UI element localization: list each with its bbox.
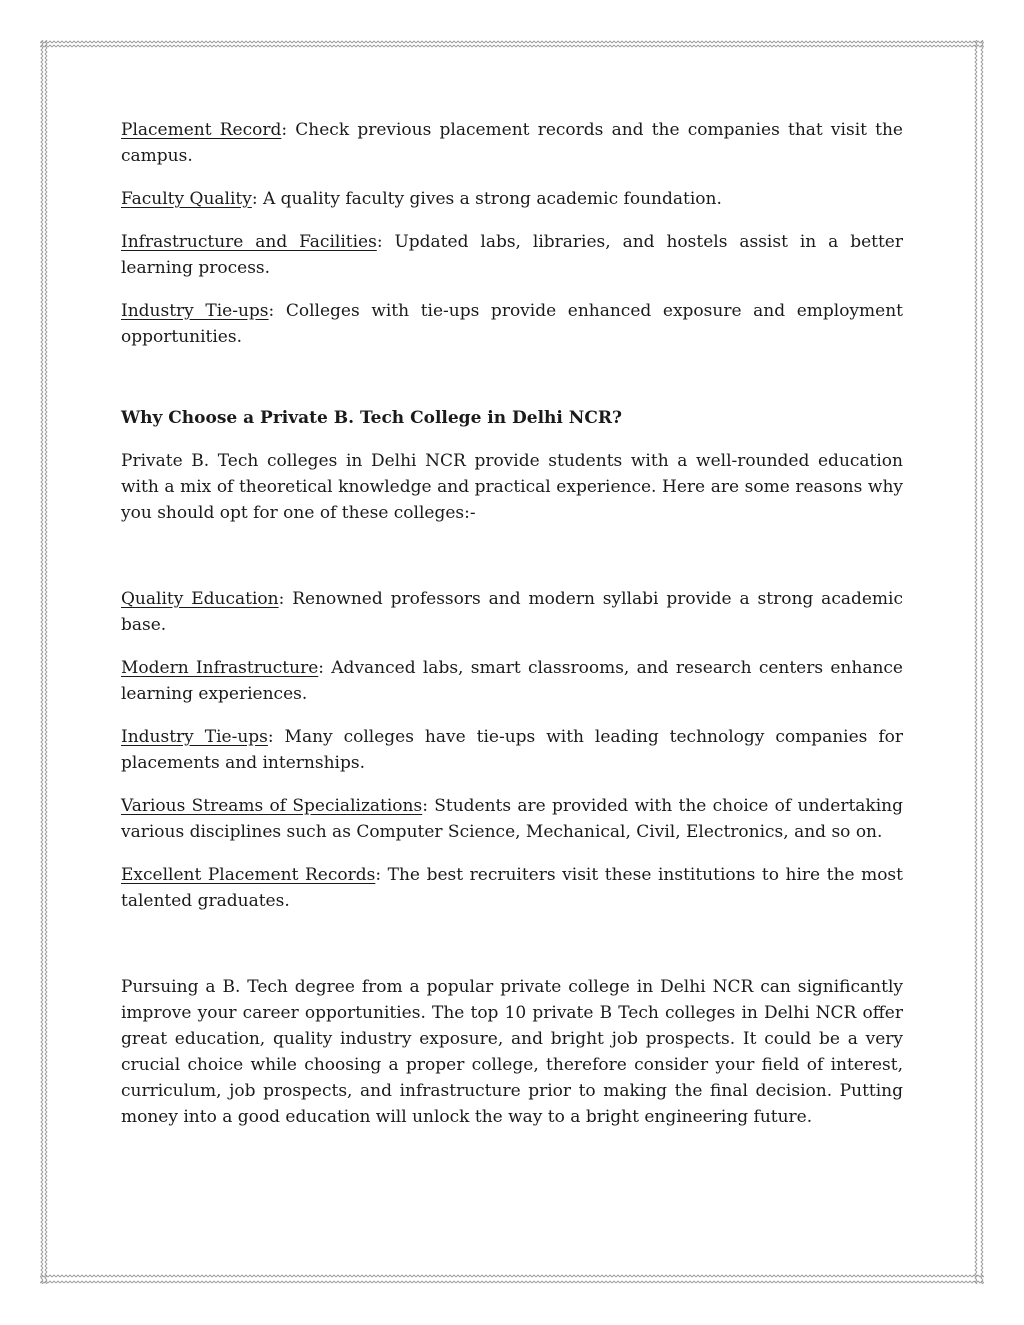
- criteria-term: Placement Record: [121, 120, 282, 140]
- criteria-item: [121, 298, 903, 350]
- conclusion-paragraph: Pursuing a B. Tech degree from a popular private college in Delhi NCR can significantly improve your career opportunities. The top 10 private B Tech colleges in Delhi NCR offer great education, quality industry exposure, and bright job prospects. It could be a very crucial choice while choosing a proper college, therefore consider your field of interest, curriculum, job prospects, and infrastructure prior to making the final decision. Putting money into a good education will unlock the way to a bright engineering future.: [121, 977, 903, 1127]
- criteria-item: [121, 186, 903, 212]
- reason-text: : Many colleges have tie-ups with leading technology companies for placements and internships.: [121, 727, 903, 773]
- reason-item: [121, 586, 903, 638]
- section-intro: Private B. Tech colleges in Delhi NCR provide students with a well-rounded education with a mix of theoretical knowledge and practical experience. Here are some reasons why you should opt for one of these colleges:-: [121, 451, 903, 523]
- reason-item: [121, 793, 903, 845]
- reason-item: [121, 655, 903, 707]
- criteria-text: : Check previous placement records and the companies that visit the campus.: [121, 120, 903, 166]
- section-heading: Why Choose a Private B. Tech College in Delhi NCR?: [121, 408, 622, 428]
- reason-term: Excellent Placement Records: [121, 865, 376, 885]
- reason-text: : Renowned professors and modern syllabi provide a strong academic base.: [121, 589, 903, 635]
- reason-item: [121, 862, 903, 914]
- reason-text: : Students are provided with the choice of undertaking various disciplines such as Computer Science, Mechanical, Civil, Electronics, and so on.: [121, 796, 903, 842]
- reason-text: : Advanced labs, smart classrooms, and research centers enhance learning experiences.: [121, 658, 903, 704]
- criteria-item: [121, 117, 903, 169]
- reason-term: Various Streams of Specializations: [121, 796, 423, 816]
- reason-text: : The best recruiters visit these institutions to hire the most talented graduates.: [121, 865, 903, 911]
- criteria-text: : Updated labs, libraries, and hostels assist in a better learning process.: [121, 232, 903, 278]
- criteria-text: : Colleges with tie-ups provide enhanced exposure and employment opportunities.: [121, 301, 903, 347]
- reason-term: Quality Education: [121, 589, 279, 609]
- reason-term: Modern Infrastructure: [121, 658, 319, 678]
- criteria-term: Faculty Quality: [121, 189, 252, 209]
- reason-item: [121, 724, 903, 776]
- criteria-text: : A quality faculty gives a strong academic foundation.: [251, 189, 722, 209]
- criteria-term: Infrastructure and Facilities: [121, 232, 377, 252]
- criteria-item: [121, 229, 903, 281]
- document-body: [121, 117, 903, 1147]
- criteria-term: Industry Tie-ups: [121, 301, 269, 321]
- reason-term: Industry Tie-ups: [121, 727, 268, 747]
